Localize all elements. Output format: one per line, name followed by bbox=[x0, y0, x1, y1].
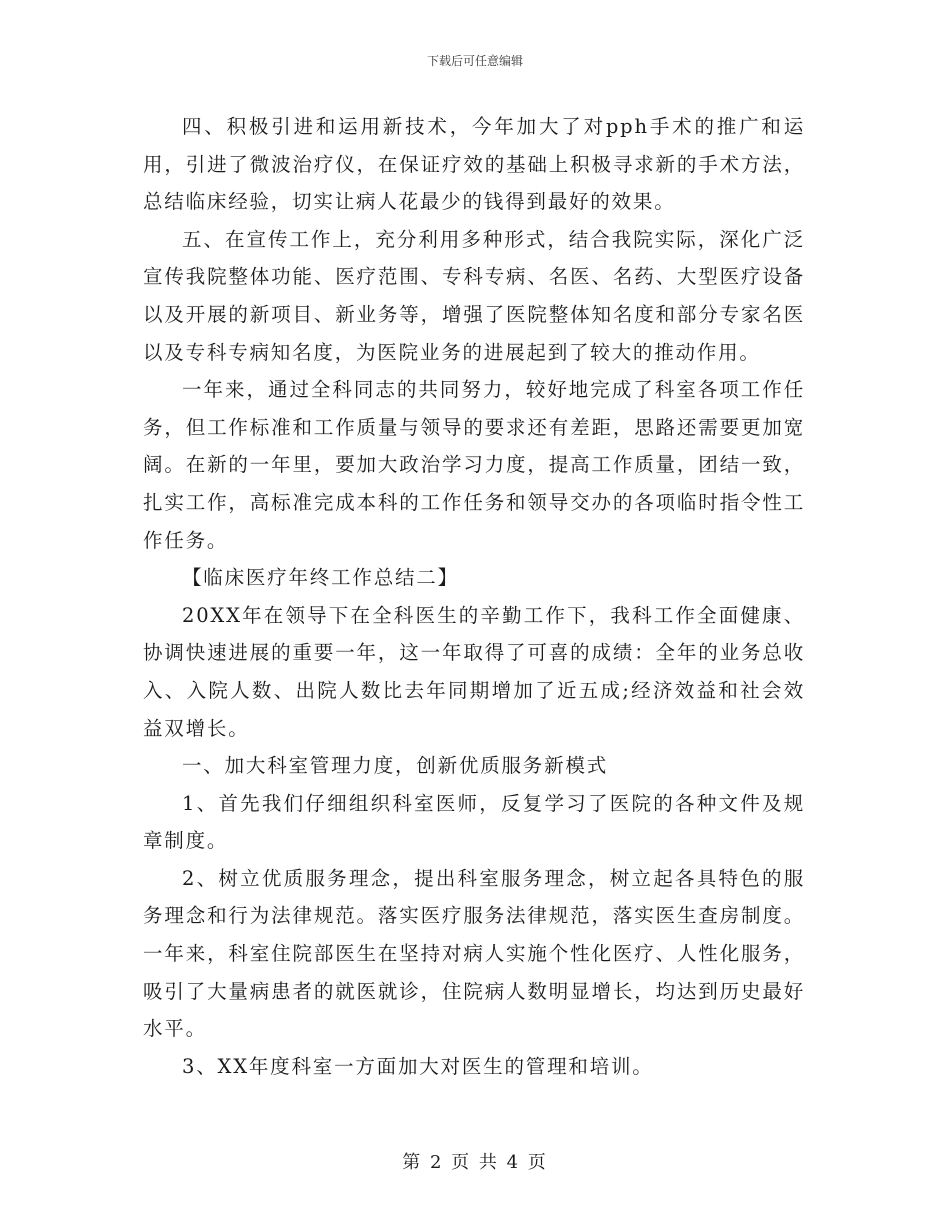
paragraph-intro: 20XX年在领导下在全科医生的辛勤工作下，我科工作全面健康、协调快速进展的重要一年，这一年取得了可喜的成绩：全年的业务总收入、入院人数、出院人数比去年同期增加了近五成;经济效益和社会效益双增长。 bbox=[143, 603, 805, 740]
paragraph-tech: 四、积极引进和运用新技术，今年加大了对pph手术的推广和运用，引进了微波治疗仪，在保证疗效的基础上积极寻求新的手术方法，总结临床经验，切实让病人花最少的钱得到最好的效果。 bbox=[143, 115, 805, 214]
page-number: 第 2 页 共 4 页 bbox=[402, 1152, 548, 1173]
paragraph-item-1: 1、首先我们仔细组织科室医师，反复学习了医院的各种文件及规章制度。 bbox=[143, 791, 805, 853]
document-body bbox=[143, 108, 805, 1085]
paragraph-publicity: 五、在宣传工作上，充分利用多种形式，结合我院实际，深化广泛宣传我院整体功能、医疗范围、专科专病、名医、名药、大型医疗设备以及开展的新项目、新业务等，增强了医院整体知名度和部分专家名医以及专科专病知名度，为医院业务的进展起到了较大的推动作用。 bbox=[143, 227, 805, 364]
paragraph-summary: 一年来，通过全科同志的共同努力，较好地完成了科室各项工作任务，但工作标准和工作质量与领导的要求还有差距，思路还需要更加宽阔。在新的一年里，要加大政治学习力度，提高工作质量，团结一致，扎实工作，高标准完成本科的工作任务和领导交办的各项临时指令性工作任务。 bbox=[143, 378, 805, 552]
paragraph-item-3: 3、XX年度科室一方面加大对医生的管理和培训。 bbox=[182, 1054, 654, 1078]
paragraph-item-2: 2、树立优质服务理念，提出科室服务理念，树立起各具特色的服务理念和行为法律规范。落实医疗服务法律规范，落实医生查房制度。一年来，科室住院部医生在坚持对病人实施个性化医疗、人性化服务，吸引了大量病患者的就医就诊，住院病人数明显增长，均达到历史最好水平。 bbox=[143, 866, 805, 1041]
subsection-heading: 一、加大科室管理力度，创新优质服务新模式 bbox=[182, 754, 609, 778]
page-header: 下载后可任意编辑 bbox=[426, 54, 523, 68]
section-heading: 【临床医疗年终工作总结二】 bbox=[182, 566, 459, 590]
